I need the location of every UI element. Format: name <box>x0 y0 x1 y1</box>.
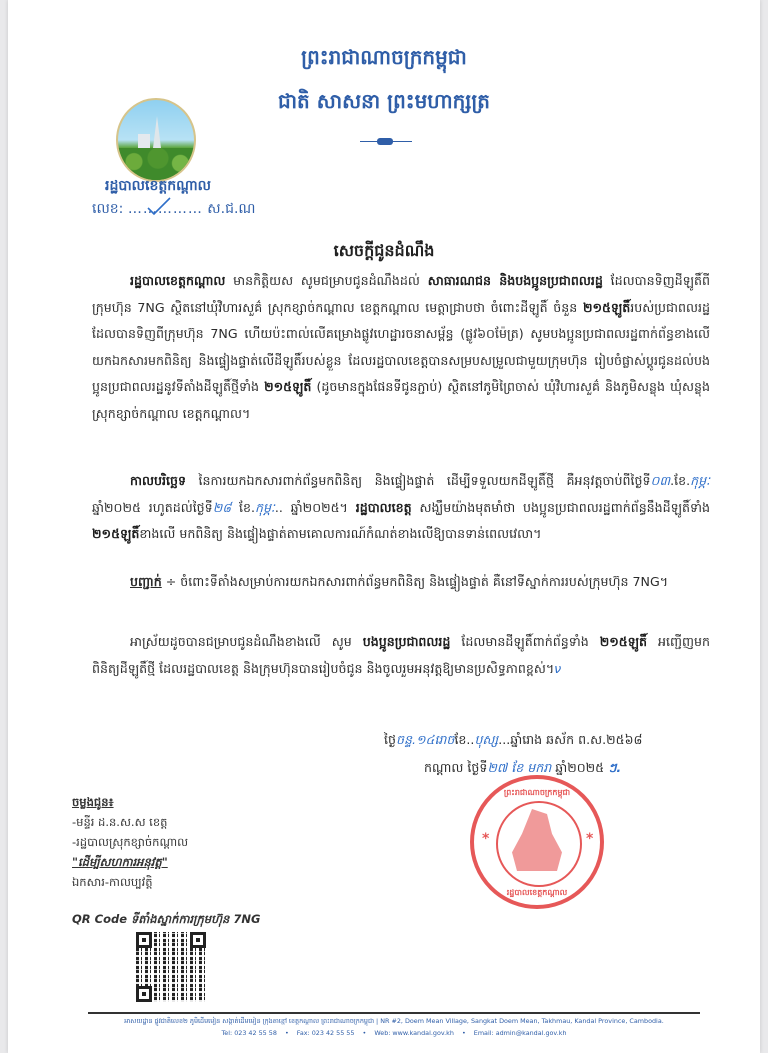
document-title: សេចក្ដីជូនដំណឹង <box>333 241 435 260</box>
paragraph-note: បញ្ជាក់ ÷ ចំពោះទីតាំងសម្រាប់ការយកឯកសារពាក់ព័ន្ធមកពិនិត្យ និងផ្ទៀងផ្ទាត់ គឺនៅទីស្នាក់ការរបស់ក្រុមហ៊ុន 7NG។ <box>130 574 669 589</box>
footer-fax: Fax: 023 42 55 55 <box>296 1029 355 1037</box>
reference-number <box>92 199 256 220</box>
cc-item: -មន្ទីរ ដ.ន.ស.ស ខេត្ត <box>72 815 168 829</box>
cc-purpose: "ដើម្បីសហការអនុវត្ត" <box>72 855 168 869</box>
cc-item: -រដ្ឋបាលស្រុកខ្សាច់កណ្ដាល <box>72 835 189 849</box>
footer-divider <box>88 1012 700 1014</box>
paragraph-conclusion: អាស្រ័យដូចបានជម្រាបជូនដំណឹងខាងលើ សូម បងប្អូនប្រជាពលរដ្ឋ ដែលមានដីឡូតិ៍ពាក់ព័ន្ធទាំង ២១៥ឡូតិ៍ អញ្ជើញមកពិនិត្យដីឡូតិ៍ថ្មី ដែលរដ្ឋបាលខេត្ត និងក្រុមហ៊ុនបានរៀបចំជូន និងចូលរួមអនុវត្តឱ្យមានប្រសិទ្ធភាពខ្ពស់។ν <box>92 634 710 676</box>
solar-date: កណ្ដាល ថ្ងៃទី២៧ ខែ មករា ឆ្នាំ២០២៥ ៗ. <box>424 760 622 775</box>
paragraph-notice: រដ្ឋបាលខេត្តកណ្ដាល មានកិត្តិយស សូមជម្រាបជូនដំណឹងដល់ សាធារណជន និងបងប្អូនប្រជាពលរដ្ឋ ដែលបានទិញដីឡូតិ៍ពីក្រុមហ៊ុន 7NG ស្ថិតនៅឃុំវិហារសួគ៌ ស្រុកខ្សាច់កណ្ដាល ខេត្តកណ្ដាល មេត្តាជ្រាបថា ចំពោះដីឡូតិ៍ ចំនួន ២១៥ឡូតិ៍របស់ប្រជាពលរដ្ឋ ដែលបានទិញពីក្រុមហ៊ុន 7NG ហើយប៉ះពាល់លើគម្រោងផ្លូវហេដ្ឋារចនាសម្ព័ន្ធ (ផ្លូវ៦០ម៉ែត្រ) សូមបងប្អូនប្រជាពលរដ្ឋពាក់ព័ន្ធខាងលើ យកឯកសារមកពិនិត្យ និងផ្ទៀងផ្ទាត់លើដីឡូតិ៍របស់ខ្លួន ដែលរដ្ឋបាលខេត្តបានសម្របសម្រួលជាមួយក្រុមហ៊ុន រៀបចំផ្លាស់ប្ដូរជូនដល់បងប្អូនប្រជាពលរដ្ឋនូវទីតាំងដីឡូតិ៍ថ្មីទាំង ២១៥ឡូតិ៍ (ដូចមានក្នុងផែនទីជូនភ្ជាប់) ស្ថិតនៅភូមិព្រៃចាស់ ឃុំវិហារសួគ៌ និងភូមិសន្លុង ឃុំសន្លុង ស្រុកខ្សាច់កណ្ដាល ខេត្តកណ្ដាល។ <box>92 273 710 421</box>
issuer-bold: រដ្ឋបាលខេត្តកណ្ដាល <box>130 273 226 288</box>
footer-contacts: Tel: 023 42 55 58 • Fax: 023 42 55 55 • Web: www.kandal.gov.kh • Email: admin@kandal.gov.kh <box>221 1029 567 1037</box>
document-page <box>8 0 760 1053</box>
star-icon: * <box>482 831 490 847</box>
handwritten-start-month: កុម្ភៈ <box>690 473 710 488</box>
qr-code-label: QR Code ទីតាំងស្នាក់ការក្រុមហ៊ុន 7NG <box>72 912 261 926</box>
qr-code-icon[interactable] <box>136 932 206 1002</box>
issuer-name: រដ្ឋបាលខេត្តកណ្ដាល <box>105 178 211 194</box>
ref-label: លេខ: <box>92 201 124 217</box>
paragraph-schedule: កាលបរិច្ឆេទ នៃការយកឯកសារពាក់ព័ន្ធមកពិនិត្យ និងផ្ទៀងផ្ទាត់ ដើម្បីទទួលយកដីឡូតិ៍ថ្មី គឺអនុវត្តចាប់ពីថ្ងៃទី០៣.ខែ.កុម្ភៈ ឆ្នាំ២០២៥ រហូតដល់ថ្ងៃទី២៨ ខែ.កុម្ភៈ.. ឆ្នាំ២០២៥។ រដ្ឋបាលខេត្ត សង្ឃឹមយ៉ាងមុតមាំថា បងប្អូនប្រជាពលរដ្ឋពាក់ព័ន្ធនឹងដីឡូតិ៍ទាំង ២១៥ឡូតិ៍ខាងលើ មកពិនិត្យ និងផ្ទៀងផ្ទាត់តាមគោលការណ៍កំណត់ខាងលើឱ្យបានទាន់ពេលវេលា។ <box>92 473 711 542</box>
handwritten-mark: ν <box>554 660 562 676</box>
footer-email-link[interactable]: Email: admin@kandal.gov.kh <box>473 1029 567 1037</box>
official-seal-stamp: ព្រះរាជាណាចក្រកម្ពុជា * * រដ្ឋបាលខេត្តកណ្ដាល <box>470 775 604 909</box>
footer-address: អាសយដ្ឋាន ផ្លូវជាតិលេខ២ ភូមិដើមមៀន សង្កាត់ដើមមៀន ក្រុងតាខ្មៅ ខេត្តកណ្ដាល ព្រះរាជាណាចក្រកម្ពុជា | NR #2, Doem Mean Village, Sangkat Doem Mean, Takhmau, Kandal Province, Cambodia. <box>124 1017 664 1025</box>
footer-web-link[interactable]: Web: www.kandal.gov.kh <box>374 1029 454 1037</box>
footer-tel: Tel: 023 42 55 58 <box>221 1029 277 1037</box>
kingdom-heading: ព្រះរាជាណាចក្រកម្ពុជា <box>301 45 467 69</box>
ref-suffix: ស.ជ.ណ <box>207 201 256 217</box>
handwritten-check-icon <box>146 196 172 216</box>
ornament-divider-icon <box>360 138 412 146</box>
lunar-date: ថ្ងៃចន្ទ.១៤រោចខែ..បុស្ស...ឆ្នាំរោង ឆស័ក ព.ស.២៥៦៨ <box>384 732 643 747</box>
handwritten-start-day: ០៣ <box>650 473 671 488</box>
carbon-copy-list: ចម្លងជូន៖ -មន្ទីរ ដ.ន.ស.ស ខេត្ត -រដ្ឋបាលស្រុកខ្សាច់កណ្ដាល "ដើម្បីសហការអនុវត្ត" ឯកសារ-កាលប្បវត្តិ <box>72 792 188 892</box>
ref-dots: …………… <box>127 201 203 217</box>
cc-archive: ឯកសារ-កាលប្បវត្តិ <box>72 875 153 889</box>
kandal-province-logo-icon <box>116 98 196 182</box>
handwritten-end-day: ២៨ <box>212 499 232 515</box>
signature-initials: ៗ. <box>608 760 622 775</box>
motto-heading: ជាតិ សាសនា ព្រះមហាក្សត្រ <box>278 89 490 113</box>
handwritten-end-month: កុម្ភៈ <box>254 499 275 515</box>
star-icon: * <box>586 831 594 847</box>
